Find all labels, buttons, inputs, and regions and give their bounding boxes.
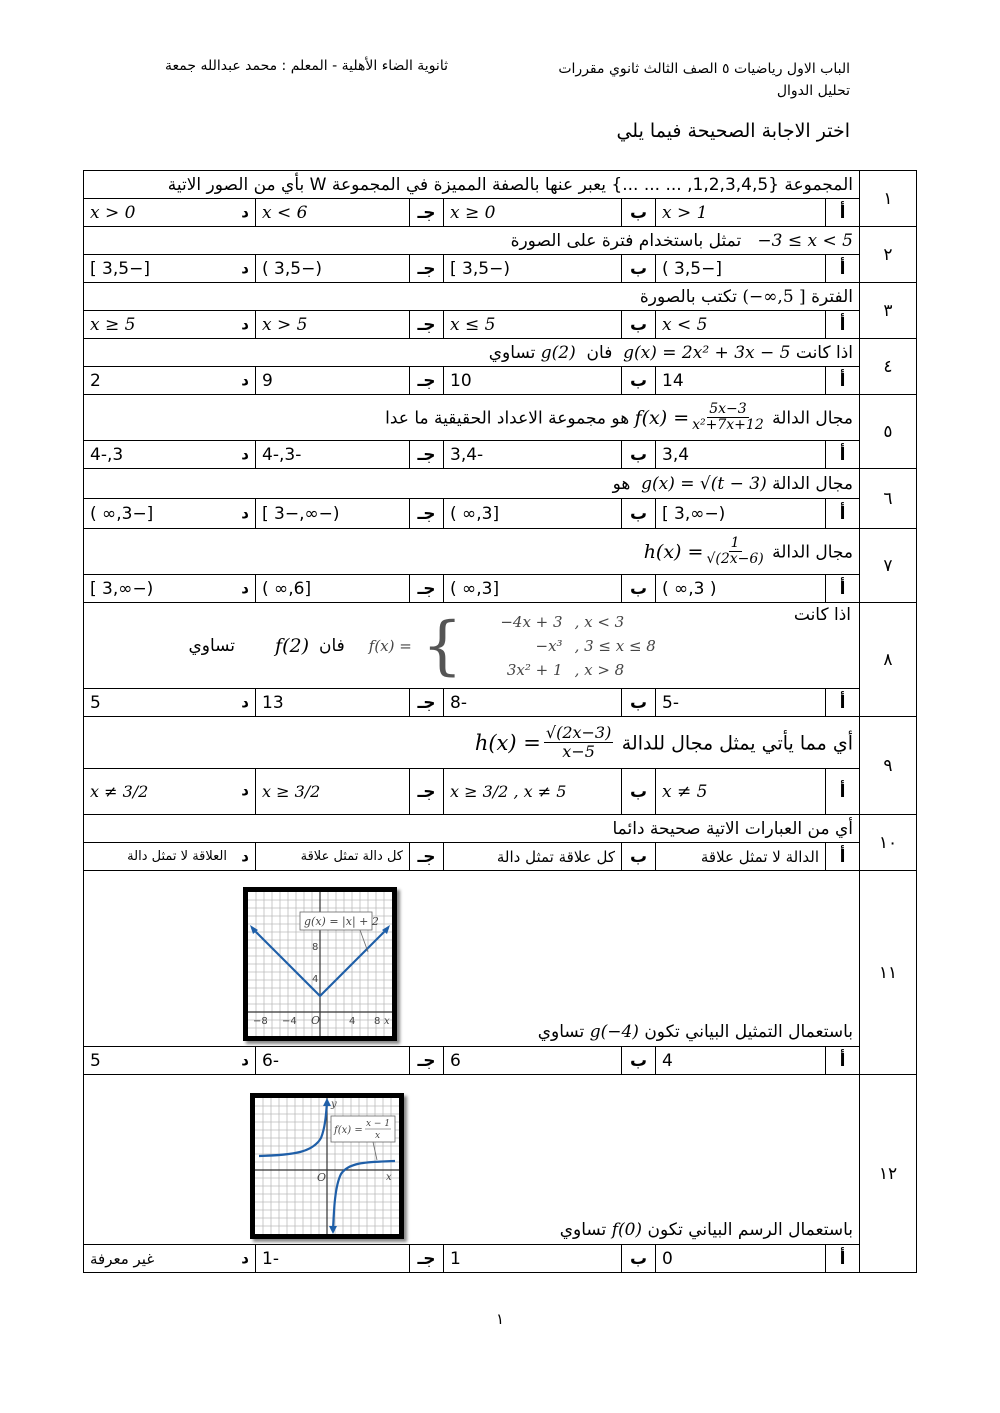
- option-a[interactable]: [−3,5 ): [656, 255, 826, 283]
- question-number: ١١: [860, 871, 917, 1075]
- option-letter: جـ: [410, 1245, 444, 1273]
- frac-numerator: 1: [730, 535, 740, 551]
- option-letter: ب: [622, 499, 656, 529]
- stem-math: −3 ≤ x < 5: [757, 230, 853, 251]
- option-a[interactable]: (−∞,3 ]: [656, 499, 826, 529]
- frac-denominator: √(2x−6): [706, 551, 764, 567]
- origin-label: O: [317, 1171, 327, 1184]
- option-d-cell[interactable]: [84, 575, 256, 603]
- option-letter: د: [241, 504, 249, 522]
- x-tick: −8: [253, 1016, 268, 1027]
- question-stem-cell: [84, 227, 860, 255]
- question-number: ٢: [860, 227, 917, 283]
- option-d: العلاقة لا تمثل دالة: [127, 849, 227, 864]
- stem-text: مجال الدالة: [772, 542, 853, 563]
- question-stem-cell: [84, 603, 860, 689]
- option-letter: جـ: [410, 367, 444, 395]
- option-c[interactable]: (−3,5 ): [256, 255, 410, 283]
- option-letter: د: [241, 1249, 249, 1267]
- question-stem-cell: [84, 529, 860, 575]
- stem-text: مجال الدالة: [772, 473, 853, 494]
- header-school: ثانوية الضاء الأهلية - المعلم : محمد عبدالله جمعة: [165, 58, 448, 74]
- option-d: 5: [90, 1050, 101, 1071]
- frac-numerator: √(2x−3): [545, 723, 612, 742]
- option-letter: أ: [826, 499, 860, 529]
- question-number: ١: [860, 171, 917, 227]
- question-number: ٩: [860, 717, 917, 815]
- option-letter: د: [241, 371, 249, 389]
- option-letter: جـ: [410, 441, 444, 469]
- option-b[interactable]: [3,∞ ): [444, 575, 622, 603]
- option-d: x > 0: [90, 202, 136, 223]
- option-b[interactable]: كل علاقة تمثل دالة: [444, 843, 622, 871]
- question-number: ٤: [860, 339, 917, 395]
- option-letter: أ: [826, 255, 860, 283]
- option-b[interactable]: x ≤ 5: [444, 311, 622, 339]
- option-letter: ب: [622, 367, 656, 395]
- y-tick: 8: [312, 942, 319, 953]
- option-a[interactable]: x < 5: [656, 311, 826, 339]
- stem-text: باستعمال التمثيل البياني تكون: [644, 1022, 853, 1042]
- option-d: x ≥ 5: [90, 314, 136, 335]
- stem-lhs: h(x) =: [643, 540, 704, 563]
- option-d-cell[interactable]: [84, 499, 256, 529]
- option-letter: أ: [826, 1047, 860, 1075]
- option-letter: أ: [826, 311, 860, 339]
- option-a[interactable]: 0: [656, 1245, 826, 1273]
- stem-math: g(x) = 2x² + 3x − 5: [623, 342, 791, 363]
- option-c[interactable]: -6: [256, 1047, 410, 1075]
- stem-text: هو: [612, 473, 631, 494]
- option-letter: أ: [826, 843, 860, 871]
- option-b[interactable]: 6: [444, 1047, 622, 1075]
- stem-text: هو مجموعة الاعداد الحقيقية ما عدا: [385, 408, 630, 429]
- option-letter: د: [241, 1051, 249, 1069]
- stem-text: تساوي: [537, 1022, 585, 1042]
- option-d: (−∞,3 ]: [90, 578, 154, 599]
- graph-label-num: x − 1: [366, 1119, 391, 1129]
- stem-text: اذا كانت: [793, 605, 851, 625]
- question-stem-cell: [84, 469, 860, 499]
- option-letter: جـ: [410, 199, 444, 227]
- option-a[interactable]: 14: [656, 367, 826, 395]
- option-letter: أ: [826, 367, 860, 395]
- option-d: [−3,∞ ): [90, 503, 154, 524]
- graph-label: g(x) = |x| + 2: [304, 915, 379, 928]
- option-d-cell[interactable]: [84, 367, 256, 395]
- arrow-icon: [329, 1226, 337, 1234]
- x-axis-label: x: [386, 1172, 392, 1183]
- option-d: 2: [90, 370, 101, 391]
- option-c[interactable]: x ≥ 3/2: [256, 769, 410, 815]
- graph-abs: [243, 887, 397, 1041]
- option-d-cell[interactable]: [84, 311, 256, 339]
- option-d-cell[interactable]: [84, 199, 256, 227]
- option-a[interactable]: x > 1: [656, 199, 826, 227]
- option-c[interactable]: 9: [256, 367, 410, 395]
- graph-label-den: x: [375, 1131, 381, 1141]
- option-c[interactable]: -1: [256, 1245, 410, 1273]
- stem-text: اذا كانت: [795, 342, 853, 363]
- option-b[interactable]: -3,4: [444, 441, 622, 469]
- option-letter: أ: [826, 1245, 860, 1273]
- x-tick: 8: [374, 1016, 381, 1027]
- stem-math: g(x) = √(t − 3): [641, 473, 767, 494]
- question-stem: المجموعة {1,2,3,4,5, ... ... ...} يعبر عنها بالصفة المميزة في المجموعة W بأي من الصور الاتية: [84, 171, 860, 199]
- stem-math: g(−4): [589, 1022, 639, 1042]
- question-number: ٧: [860, 529, 917, 603]
- arrow-icon: [323, 1098, 331, 1106]
- stem-text: تساوي: [559, 1220, 607, 1240]
- option-letter: ب: [622, 255, 656, 283]
- frac-denominator: x²+7x+12: [692, 417, 764, 433]
- stem-text: تساوي: [488, 342, 536, 363]
- option-a[interactable]: الدالة لا تمثل علاقة: [656, 843, 826, 871]
- option-a[interactable]: x ≠ 5: [656, 769, 826, 815]
- option-letter: ب: [622, 1047, 656, 1075]
- option-letter: د: [241, 259, 249, 277]
- header-line1: الباب الاول رياضيات ٥ الصف الثالث ثانوي مقررات: [558, 61, 850, 77]
- option-d-cell[interactable]: [84, 769, 256, 815]
- question-number: ١٢: [860, 1075, 917, 1273]
- option-letter: ب: [622, 311, 656, 339]
- piecewise-cases: −4x + 3 , x < 3 −x³ , 3 ≤ x ≤ 8 3x² + 1 , x > 8: [500, 612, 656, 679]
- option-letter: أ: [826, 769, 860, 815]
- brace-icon: {: [421, 608, 463, 683]
- stem-lhs: h(x) =: [474, 730, 541, 755]
- question-stem: أي من العبارات الاتية صحيحة دائما: [84, 815, 860, 843]
- question-stem-cell: [84, 717, 860, 769]
- option-d: x ≠ 3/2: [90, 782, 149, 801]
- option-c[interactable]: x < 6: [256, 199, 410, 227]
- option-letter: جـ: [410, 689, 444, 717]
- stem-text: مجال الدالة: [772, 408, 853, 429]
- option-d-cell[interactable]: [84, 1245, 256, 1273]
- option-d: غير معرفة: [90, 1249, 155, 1268]
- stem-text: فان: [318, 635, 345, 656]
- question-stem-cell: [84, 871, 860, 1047]
- option-a[interactable]: -5: [656, 689, 826, 717]
- stem-lhs: f(x) =: [634, 406, 690, 429]
- question-stem-cell: [84, 283, 860, 311]
- option-letter: د: [241, 579, 249, 597]
- page-number: ١: [495, 1310, 505, 1328]
- y-axis-label: y: [331, 1099, 337, 1110]
- stem-math: f(2): [275, 634, 309, 657]
- x-axis-label: x: [384, 1016, 390, 1027]
- stem-math: f(0): [611, 1220, 643, 1240]
- option-a[interactable]: ( 3,∞ ): [656, 575, 826, 603]
- option-d-cell[interactable]: [84, 843, 256, 871]
- option-c[interactable]: [6,∞ ): [256, 575, 410, 603]
- x-tick: 4: [349, 1016, 356, 1027]
- option-letter: ب: [622, 575, 656, 603]
- stem-text: باستعمال الرسم البياني تكون: [647, 1220, 853, 1240]
- option-c[interactable]: x > 5: [256, 311, 410, 339]
- option-letter: د: [241, 781, 249, 799]
- option-letter: أ: [826, 199, 860, 227]
- option-letter: جـ: [410, 499, 444, 529]
- option-b[interactable]: [3,∞ ): [444, 499, 622, 529]
- option-d-cell[interactable]: [84, 441, 256, 469]
- stem-math: g(2): [540, 342, 576, 363]
- option-d: [−3,5 ]: [90, 258, 150, 279]
- option-letter: جـ: [410, 311, 444, 339]
- option-letter: أ: [826, 441, 860, 469]
- option-letter: جـ: [410, 769, 444, 815]
- option-letter: ب: [622, 769, 656, 815]
- questions-table: [83, 170, 917, 1273]
- option-d: 5: [90, 692, 101, 713]
- option-letter: أ: [826, 575, 860, 603]
- option-letter: جـ: [410, 255, 444, 283]
- option-a[interactable]: 3,4: [656, 441, 826, 469]
- header-line2: تحليل الدوال: [776, 83, 850, 99]
- option-c[interactable]: 13: [256, 689, 410, 717]
- question-number: ٦: [860, 469, 917, 529]
- option-b[interactable]: (−3,5 ]: [444, 255, 622, 283]
- rational-curve-left: [259, 1102, 327, 1156]
- option-letter: د: [241, 203, 249, 221]
- option-b[interactable]: 1: [444, 1245, 622, 1273]
- graph-rational: [250, 1093, 404, 1239]
- question-stem-cell: [84, 395, 860, 441]
- option-letter: أ: [826, 689, 860, 717]
- graph-label-lhs: f(x) =: [334, 1125, 363, 1136]
- option-letter: د: [241, 847, 249, 865]
- question-number: ١٠: [860, 815, 917, 871]
- question-stem-cell: [84, 339, 860, 367]
- question-number: ٣: [860, 283, 917, 339]
- option-d-cell[interactable]: [84, 689, 256, 717]
- option-d: 3,-4: [90, 444, 124, 465]
- option-c[interactable]: (−∞,−3 ]: [256, 499, 410, 529]
- option-letter: ب: [622, 199, 656, 227]
- option-a[interactable]: 4: [656, 1047, 826, 1075]
- option-b[interactable]: -8: [444, 689, 622, 717]
- y-tick: 4: [312, 974, 319, 985]
- stem-text: أي مما يأتي يمثل مجال للدالة: [621, 732, 853, 755]
- option-b[interactable]: x ≥ 0: [444, 199, 622, 227]
- option-b[interactable]: 10: [444, 367, 622, 395]
- stem-text: تكتب بالصورة: [639, 286, 737, 307]
- option-letter: ب: [622, 441, 656, 469]
- question-stem: تمثل باستخدام فترة على الصورة: [510, 230, 742, 251]
- question-stem-cell: [84, 1075, 860, 1245]
- option-b[interactable]: x ≥ 3/2 , x ≠ 5: [444, 769, 622, 815]
- origin-label: O: [311, 1014, 321, 1027]
- question-number: ٨: [860, 603, 917, 717]
- question-number: ٥: [860, 395, 917, 469]
- option-letter: جـ: [410, 843, 444, 871]
- option-letter: جـ: [410, 575, 444, 603]
- option-letter: ب: [622, 689, 656, 717]
- stem-math: (−∞,5 ]: [742, 286, 806, 307]
- option-letter: ب: [622, 843, 656, 871]
- option-c[interactable]: كل دالة تمثل علاقة: [256, 843, 410, 871]
- header-course: [558, 58, 850, 102]
- stem-text: فان: [586, 342, 613, 363]
- option-letter: ب: [622, 1245, 656, 1273]
- option-d-cell[interactable]: [84, 255, 256, 283]
- option-letter: د: [241, 693, 249, 711]
- option-d-cell[interactable]: [84, 1047, 256, 1075]
- option-letter: جـ: [410, 1047, 444, 1075]
- x-tick: −4: [282, 1016, 297, 1027]
- stem-text: الفترة: [811, 286, 853, 307]
- frac-denominator: x−5: [562, 742, 595, 761]
- option-c[interactable]: -3,-4: [256, 441, 410, 469]
- cases-lhs: f(x) =: [368, 636, 412, 655]
- frac-numerator: 5x−3: [709, 401, 747, 417]
- stem-text: تساوي: [188, 635, 236, 656]
- option-letter: د: [241, 445, 249, 463]
- option-letter: د: [241, 315, 249, 333]
- instruction: اختر الاجابة الصحيحة فيما يلي: [616, 120, 850, 142]
